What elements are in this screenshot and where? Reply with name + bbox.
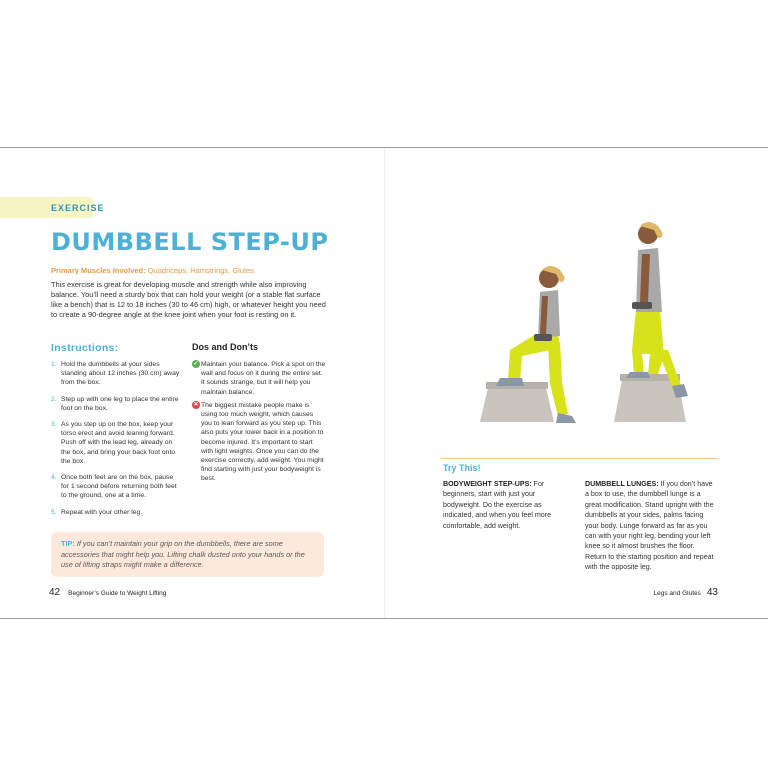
dos-donts-list [192, 360, 326, 488]
chapter-title: Legs and Glutes [653, 590, 701, 597]
try-item-text: If you don’t have a box to use, the dumbbell lunge is a great modification. Stand upright with the dumbbells at your sides, palms facing your body. Lunge forward as far as you can with your right leg, bending your left knee so it almost brushes the floor. Return to the starting position and repeat with the opposite leg. [585, 480, 714, 572]
exercise-tag-label: EXERCISE [51, 203, 105, 213]
tip-text: If you can’t maintain your grip on the dumbbells, there are some accessories that might help you. Lifting chalk dusted onto your hands or the use of lifting straps might make a difference. [61, 539, 305, 569]
step-number: 1. [51, 361, 57, 368]
figure-standing-on-box [614, 222, 688, 422]
try-item-text: For beginners, start with just your bodyweight. Do the exercise as indicated, and when you feel more comfortable, add weight. [443, 480, 552, 530]
step-text: Repeat with your other leg. [61, 508, 143, 516]
page-title: DUMBBELL STEP-UP [51, 228, 329, 256]
dos-donts-heading: Dos and Don’ts [192, 342, 259, 352]
try-this-heading: Try This! [443, 463, 481, 473]
page-gutter [384, 148, 385, 618]
instruction-step [51, 420, 181, 466]
instruction-step [51, 360, 181, 388]
do-text: Maintain your balance. Pick a spot on the wall and focus on it during the entire set. It sounds strange, but it will help you maintain balance. [201, 361, 326, 396]
instruction-step [51, 473, 181, 501]
right-footer [654, 587, 718, 598]
try-item-bodyweight [443, 479, 569, 531]
book-spread [0, 147, 768, 619]
tip-label: TIP: [61, 539, 75, 548]
left-footer [49, 587, 166, 598]
primary-muscles-value: Quadriceps, Hamstrings, Glutes [145, 266, 254, 275]
step-text: Hold the dumbbells at your sides standing about 12 inches (30 cm) away from the box. [61, 361, 180, 387]
exercise-tag [0, 197, 105, 218]
try-item-lunges [585, 479, 717, 573]
instruction-step [51, 395, 181, 413]
try-divider [441, 458, 718, 459]
step-number: 4. [51, 474, 57, 482]
do-item [192, 360, 326, 397]
right-page-number: 43 [706, 587, 718, 598]
instructions-list [51, 360, 181, 524]
intro-paragraph: This exercise is great for developing muscle and strength while also improving balance. You’ll need a sturdy box that can hold your weight (or a stable flat surface like a bench) that is 12 to 18 inches (30 to 46 cm) high, or whatever height you need to create a 90-degree angle at the knee joint when your foot is resting on it. [51, 280, 326, 319]
try-item-label: DUMBBELL LUNGES: [585, 480, 659, 488]
dont-text: The biggest mistake people make is using too much weight, which causes you to lean forward as you step up. This also puts your lower back in a position to become injured. It’s important to start with light weights. Once you can do the exercise correctly, add weight. You might find starting with just your bodyweight is best. [201, 401, 324, 483]
step-text: Step up with one leg to place the entire foot on the box. [61, 395, 179, 412]
step-number: 3. [51, 421, 57, 429]
tip-box [51, 532, 324, 577]
instructions-heading: Instructions: [51, 342, 119, 354]
figure-stepping-up [480, 266, 576, 423]
primary-muscles-label: Primary Muscles Involved: [51, 266, 146, 275]
step-text: Once both feet are on the box, pause for 1 second before returning both feet to the ground, one at a time. [61, 474, 177, 500]
dont-item [192, 401, 326, 484]
instruction-step [51, 508, 181, 517]
try-item-label: BODYWEIGHT STEP-UPS: [443, 480, 532, 488]
primary-muscles [51, 266, 254, 275]
step-number: 5. [51, 508, 57, 516]
x-icon: ✕ [193, 401, 199, 408]
check-icon: ✓ [193, 361, 199, 367]
book-title: Beginner’s Guide to Weight Lifting [68, 590, 167, 597]
left-page-number: 42 [49, 587, 61, 598]
step-text: As you step up on the box, keep your torso erect and avoid leaning forward. Push off with the lead leg, already on the box, and bring your back foot onto the box. [61, 421, 176, 465]
step-up-illustration [460, 210, 730, 440]
step-number: 2. [51, 395, 57, 403]
